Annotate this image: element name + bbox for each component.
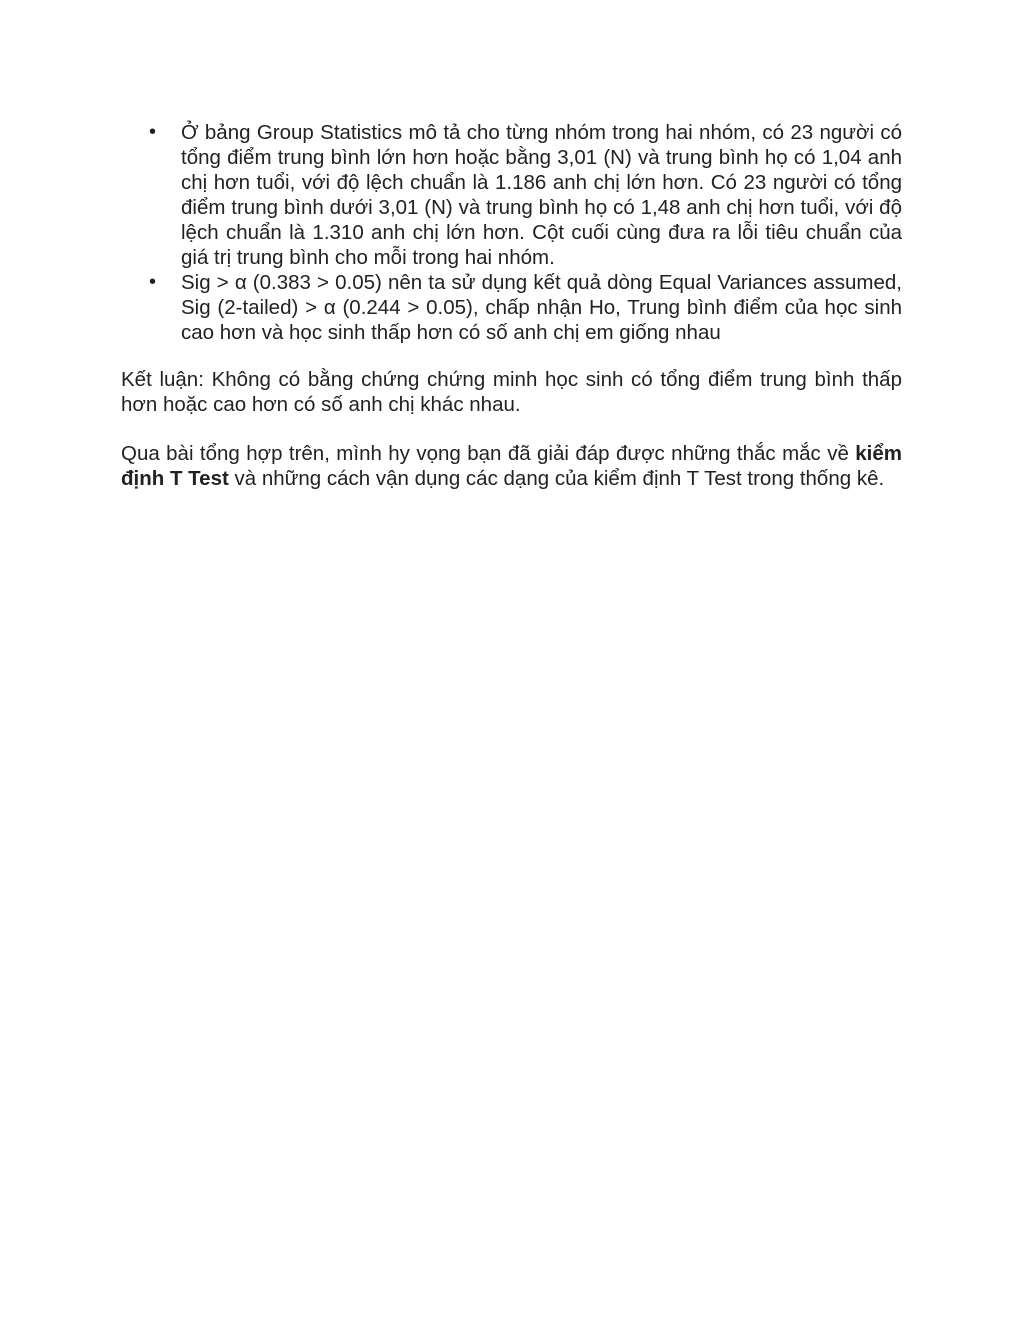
bullet-marker: • — [149, 271, 157, 293]
document-page — [121, 120, 902, 491]
closing-text-start: Qua bài tổng hợp trên, mình hy vọng bạn đã giải đáp được những thắc mắc về — [121, 442, 856, 465]
conclusion-paragraph: Kết luận: Không có bằng chứng chứng minh học sinh có tổng điểm trung bình thấp hơn hoặc cao hơn có số anh chị khác nhau. — [121, 368, 902, 416]
list-item-text: Sig > α (0.383 > 0.05) nên ta sử dụng kết quả dòng Equal Variances assumed, Sig (2-tailed) > α (0.244 > 0.05), chấp nhận Ho, Trung bình điểm của học sinh cao hơn và học sinh thấp hơn có số anh chị em giống nhau — [181, 271, 902, 344]
bullet-list — [121, 120, 902, 345]
closing-paragraph — [121, 441, 902, 491]
list-item — [149, 270, 902, 345]
list-item-text: Ở bảng Group Statistics mô tả cho từng nhóm trong hai nhóm, có 23 người có tổng điểm trung bình lớn hơn hoặc bằng 3,01 (N) và trung bình họ có 1,04 anh chị hơn tuổi, với độ lệch chuẩn là 1.186 anh chị lớn hơn. Có 23 người có tổng điểm trung bình dưới 3,01 (N) và trung bình họ có 1,48 anh chị hơn tuổi, với độ lệch chuẩn là 1.310 anh chị lớn hơn. Cột cuối cùng đưa ra lỗi tiêu chuẩn của giá trị trung bình cho mỗi trong hai nhóm. — [181, 121, 902, 269]
closing-text-end: và những cách vận dụng các dạng của kiểm định T Test trong thống kê. — [228, 467, 885, 490]
closing-bold-term: kiểm định T Test — [121, 442, 902, 490]
list-item — [149, 120, 902, 270]
bullet-marker: • — [149, 121, 157, 143]
